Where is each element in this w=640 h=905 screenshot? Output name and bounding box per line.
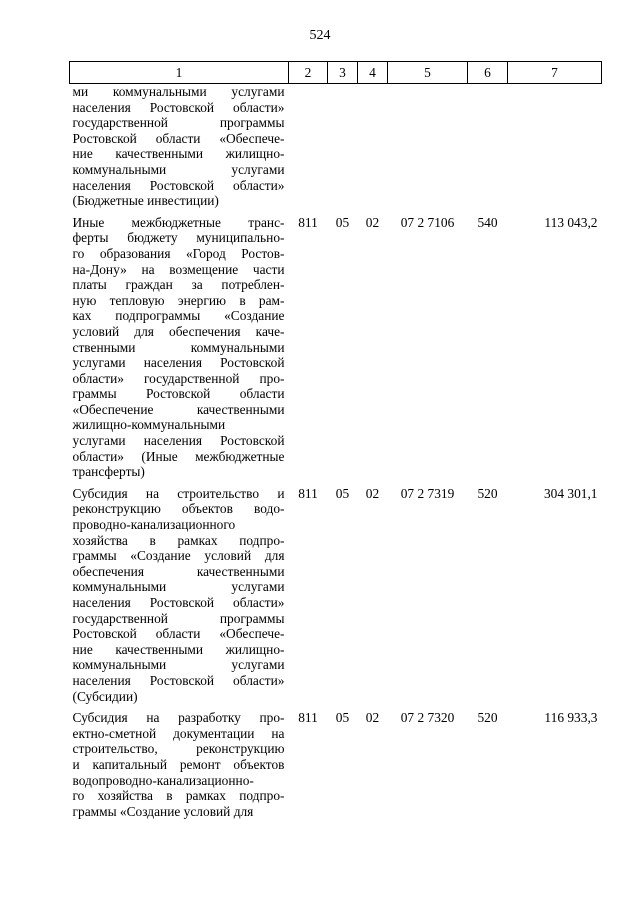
header-col-6: 6: [468, 62, 508, 84]
expense-name-line: граммы Ростовской области: [72, 386, 285, 402]
section-code-cell: [328, 84, 358, 215]
expense-name-line: государственной программы: [72, 610, 285, 626]
expense-name-line: области» (Иные межбюджетные: [72, 448, 285, 464]
expense-name-line: (Субсидии): [72, 688, 138, 704]
expense-name-line: ние качественными жилищно-: [72, 146, 285, 162]
header-col-7: 7: [508, 62, 602, 84]
amount-cell: 116 933,3: [544, 710, 598, 726]
ministry-code-cell: [289, 84, 328, 215]
subsection-code-cell: 02: [365, 485, 380, 501]
expense-name-line: коммунальными услугами: [72, 579, 285, 595]
subsection-code-cell: 02: [365, 214, 380, 230]
ministry-code-cell: 811: [298, 214, 318, 230]
expense-name-line: населения Ростовской области»: [72, 672, 285, 688]
expense-type-cell: 540: [477, 214, 498, 230]
table-row: [70, 710, 602, 825]
expense-name-line: Иные межбюджетные транс-: [72, 214, 285, 230]
section-code-cell: 05: [335, 710, 350, 726]
expense-name-line: «Обеспечение качественными: [72, 401, 285, 417]
header-col-1: 1: [70, 62, 289, 84]
expense-name-line: ферты бюджету муниципально-: [72, 230, 285, 246]
ministry-code-cell: 811: [298, 710, 318, 726]
page-number: 524: [309, 28, 331, 43]
expense-name-cell: [70, 486, 289, 710]
target-article-cell: 07 2 7319: [400, 485, 455, 501]
expense-name-line: ках подпрограммы «Создание: [72, 308, 285, 324]
expense-name-line: обеспечения качественными: [72, 563, 285, 579]
header-col-5: 5: [388, 62, 468, 84]
table-row: [70, 84, 602, 215]
expense-name-line: водопроводно-канализационно-: [72, 772, 254, 788]
expense-name-line: го хозяйства в рамках подпро-: [72, 788, 285, 804]
header-col-3: 3: [328, 62, 358, 84]
table-row: [70, 486, 602, 710]
expense-name-line: населения Ростовской области»: [72, 99, 285, 115]
amount-cell: 113 043,2: [544, 214, 598, 230]
expense-name-line: платы граждан за потреблен-: [72, 277, 285, 293]
expense-name-line: и капитальный ремонт объектов: [72, 756, 285, 772]
amount-cell: 304 301,1: [543, 485, 598, 501]
expense-type-cell: 520: [477, 710, 498, 726]
header-col-4: 4: [358, 62, 388, 84]
expense-name-line: ние качественными жилищно-: [72, 641, 285, 657]
expense-name-line: Ростовской области «Обеспече-: [72, 130, 285, 146]
expense-name-line: го образования «Город Ростов-: [72, 245, 285, 261]
expense-name-line: проводно-канализационного: [72, 517, 236, 533]
header-row: [70, 62, 602, 84]
expense-name-line: ную тепловую энергию в рам-: [72, 292, 285, 308]
expense-name-line: услугами населения Ростовской: [72, 433, 285, 449]
expense-name-line: населения Ростовской области»: [72, 595, 285, 610]
target-article-cell: [388, 84, 468, 215]
expense-name-line: строительство, реконструкцию: [72, 741, 285, 757]
expense-name-line: реконструкцию объектов водо-: [72, 501, 285, 517]
expense-name-line: услугами населения Ростовской: [72, 355, 285, 371]
expense-name-cell: [70, 215, 289, 486]
expense-name-cell: [70, 84, 289, 215]
expense-type-cell: 520: [477, 485, 498, 501]
expense-name-line: условий для обеспечения каче-: [72, 323, 285, 339]
expense-name-line: хозяйства в рамках подпро-: [72, 532, 285, 548]
expense-type-cell: [468, 84, 508, 215]
expense-name-cell: [70, 710, 289, 825]
expense-name-line: (Бюджетные инвестиции): [72, 193, 219, 209]
expense-name-line: трансферты): [72, 464, 145, 480]
expense-name-line: ственными коммунальными: [72, 339, 285, 355]
expense-name-line: на-Дону» на возмещение части: [72, 261, 285, 277]
expense-name-line: области» государственной про-: [72, 370, 285, 386]
expense-name-line: государственной программы: [72, 115, 285, 131]
expense-name-line: ми коммунальными услугами: [72, 84, 285, 99]
header-col-2: 2: [289, 62, 328, 84]
expense-name-line: коммунальными услугами: [72, 657, 285, 673]
expense-name-line: Субсидия на разработку про-: [72, 710, 285, 726]
expense-name-line: Ростовской области «Обеспече-: [72, 626, 285, 642]
subsection-code-cell: 02: [365, 710, 380, 726]
table-row: [70, 215, 602, 486]
target-article-cell: 07 2 7320: [400, 710, 455, 726]
expense-name-line: населения Ростовской области»: [72, 177, 285, 193]
expense-name-line: Субсидия на строительство и: [72, 485, 285, 501]
expense-name-line: коммунальными услугами: [72, 161, 285, 177]
amount-cell: [508, 84, 602, 215]
table-body: [70, 84, 602, 826]
section-code-cell: 05: [335, 214, 350, 230]
expense-name-line: жилищно-коммунальными: [72, 417, 226, 433]
budget-table: [69, 61, 602, 825]
section-code-cell: 05: [335, 485, 350, 501]
expense-name-line: ектно-сметной документации на: [72, 725, 285, 741]
target-article-cell: 07 2 7106: [400, 214, 455, 230]
expense-name-line: граммы «Создание условий для: [72, 803, 254, 819]
ministry-code-cell: 811: [298, 485, 318, 501]
subsection-code-cell: [358, 84, 388, 215]
expense-name-line: граммы «Создание условий для: [72, 548, 285, 564]
table-header: [70, 62, 602, 84]
